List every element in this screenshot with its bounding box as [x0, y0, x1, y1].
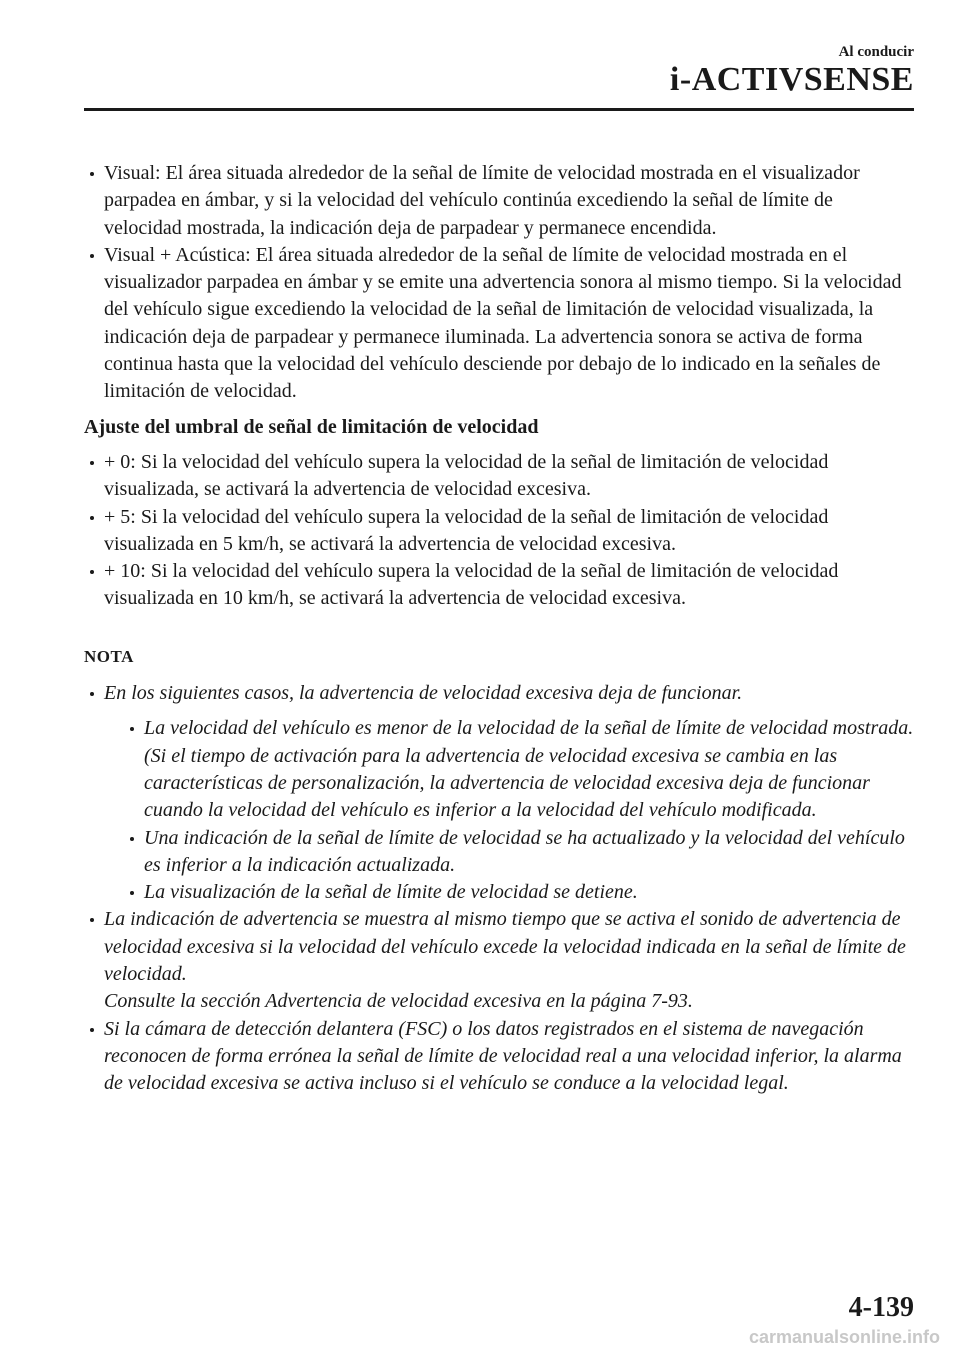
page-content — [84, 160, 914, 1098]
bullet-icon — [90, 461, 94, 465]
bullet-icon — [90, 918, 94, 922]
bullet-text: + 10: Si la velocidad del vehículo supera la velocidad de la señal de limitación de velocidad visualizada en 10 km/h, se activará la advertencia de velocidad excesiva. — [104, 560, 839, 610]
bullet-text: La visualización de la señal de límite de velocidad se detiene. — [144, 881, 638, 904]
list-item — [84, 449, 914, 504]
list-item — [84, 504, 914, 559]
bullet-text: + 0: Si la velocidad del vehículo supera la velocidad de la señal de limitación de velocidad visualizada, se activará la advertencia de velocidad excesiva. — [104, 450, 829, 501]
list-item — [84, 1016, 914, 1098]
section-heading: Ajuste del umbral de señal de limitación de velocidad — [84, 415, 539, 438]
bullet-text: + 5: Si la velocidad del vehículo supera la velocidad de la señal de limitación de velocidad visualizada en 5 km/h, se activará la advertencia de velocidad excesiva. — [104, 505, 829, 555]
bullet-text: Si la cámara de detección delantera (FSC) o los datos registrados en el sistema de navegación reconocen de forma errónea la señal de límite de velocidad real a una velocidad inferior, la alarma de velocidad excesiva se activa incluso si el vehículo se conduce a la velocidad legal. — [104, 1017, 902, 1095]
list-item — [124, 879, 914, 906]
list-item — [84, 680, 914, 906]
bullet-icon — [130, 837, 134, 841]
bullet-text: La indicación de advertencia se muestra al mismo tiempo que se activa el sonido de advertencia de velocidad excesiva si la velocidad del vehículo excede la velocidad indicada en la señal de límite de velocidad. — [104, 908, 906, 986]
list-item — [84, 906, 914, 1015]
list-item — [84, 558, 914, 613]
note-heading: NOTA — [84, 646, 134, 666]
page-reference: Consulte la sección Advertencia de velocidad excesiva en la página 7-93. — [104, 990, 693, 1013]
page-number: 4-139 — [848, 1292, 914, 1323]
bullet-icon — [90, 172, 94, 176]
bullet-icon — [90, 254, 94, 258]
bullet-icon — [90, 1028, 94, 1032]
bullet-text: La velocidad del vehículo es menor de la velocidad de la señal de límite de velocidad mostrada. (Si el tiempo de activación para la advertencia de velocidad excesiva se cambia en las características de personalización, la advertencia de velocidad excesiva deja de funcionar cuando la velocidad del vehículo es inferior a la velocidad del vehículo modificada. — [144, 717, 914, 822]
list-item — [84, 160, 914, 242]
header-divider — [84, 108, 914, 111]
threshold-list — [84, 449, 914, 613]
header-title: i-ACTIVSENSE — [669, 61, 914, 98]
list-item — [84, 242, 914, 406]
display-mode-list — [84, 160, 914, 406]
bullet-icon — [130, 891, 134, 895]
note-list — [84, 680, 914, 1097]
note-sub-list — [104, 715, 914, 906]
watermark: carmanualsonline.info — [748, 1327, 940, 1347]
bullet-text: Visual: El área situada alrededor de la señal de límite de velocidad mostrada en el visualizador parpadea en ámbar, y si la velocidad del vehículo continúa excediendo la señal de límite de velocidad mostrada, la indicación deja de parpadear y permanece encendida. — [104, 162, 860, 239]
bullet-icon — [90, 516, 94, 520]
bullet-text: Visual + Acústica: El área situada alrededor de la señal de límite de velocidad mostrada en el visualizador parpadea en ámbar y se emite una advertencia sonora al mismo tiempo. Si la velocidad del vehículo sigue excediendo la velocidad de la señal de limitación de velocidad visualizada, la indicación deja de parpadear y permanece iluminada. La advertencia sonora se activa de forma continua hasta que la velocidad del vehículo desciende por debajo de lo indicado en la señales de limitación de velocidad. — [104, 243, 902, 403]
bullet-text: Una indicación de la señal de límite de velocidad se ha actualizado y la velocidad del vehículo es inferior a la indicación actualizada. — [144, 826, 905, 876]
bullet-text: En los siguientes casos, la advertencia de velocidad excesiva deja de funcionar. — [104, 682, 743, 705]
header-section-label: Al conducir — [838, 44, 914, 60]
bullet-icon — [90, 692, 94, 696]
list-item — [124, 715, 914, 824]
bullet-icon — [90, 570, 94, 574]
list-item — [124, 825, 914, 880]
bullet-icon — [130, 727, 134, 731]
